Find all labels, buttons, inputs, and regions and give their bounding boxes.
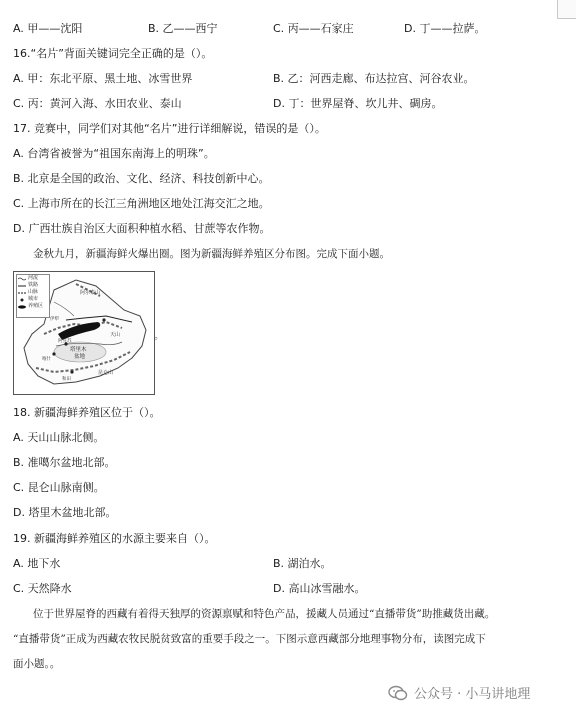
q18-option-d	[13, 506, 116, 520]
option-text: 上海市所在的长江三角洲地区地处江海交汇之地。	[27, 197, 270, 210]
legend-label: 养殖区	[28, 303, 44, 309]
option-letter: A.	[13, 22, 24, 35]
passage-intro-xinjiang: 金秋九月，新疆海鲜火爆出圈。图为新疆海鲜养殖区分布图。完成下面小题。	[33, 248, 390, 260]
map-label: 和田	[62, 377, 71, 382]
option-text: 甲：东北平原、黑土地、冰雪世界	[27, 72, 193, 85]
wechat-watermark	[388, 683, 530, 702]
q17-stem: 17. 竞赛中，同学们对其他“名片”进行详细解说，错误的是（）。	[13, 122, 326, 135]
map-label: 天山	[110, 332, 121, 338]
legend-item	[17, 289, 49, 296]
option-letter: C.	[13, 481, 25, 494]
q16-option-a	[13, 72, 192, 86]
railway-symbol	[18, 284, 26, 288]
option-text: 乙——西宁	[162, 22, 218, 35]
map-label: 塔里木	[70, 347, 87, 353]
option-text: 广西壮族自治区大面积种植水稻、甘蔗等农作物。	[28, 222, 271, 235]
q16-option-b	[273, 72, 475, 86]
option-text: 甲——沈阳	[27, 22, 83, 35]
option-letter: C.	[13, 582, 25, 595]
option-text: 丁：世界屋脊、坎儿井、碉房。	[288, 97, 443, 110]
option-letter: D.	[13, 506, 25, 519]
q16-option-c	[13, 97, 182, 111]
q16-option-d	[273, 97, 442, 111]
q18-option-c	[13, 481, 105, 495]
q17-option-d	[13, 222, 270, 236]
q17-option-a	[13, 147, 215, 161]
map-label: 昆仑山	[98, 370, 114, 376]
option-text: 塔里木盆地北部。	[28, 506, 117, 519]
aquaculture-symbol	[18, 305, 26, 309]
option-text: 高山冰雪融水。	[288, 582, 366, 595]
option-letter: B.	[273, 72, 285, 85]
q15-option-c	[273, 22, 354, 36]
q19-stem: 19. 新疆海鲜养殖区的水源主要来自（）。	[13, 532, 216, 545]
option-letter: C.	[13, 197, 25, 210]
top-bar	[0, 0, 576, 3]
option-text: 地下水	[27, 557, 61, 570]
map-label: 伊犁	[50, 317, 59, 322]
q19-option-d	[273, 582, 365, 596]
map-legend	[16, 274, 50, 318]
map-label: 喀什	[42, 357, 51, 362]
option-text: 准噶尔盆地北部。	[27, 456, 116, 469]
option-letter: D.	[404, 22, 416, 35]
option-letter: A.	[13, 147, 24, 160]
option-letter: B.	[13, 172, 25, 185]
q17-option-b	[13, 172, 270, 186]
option-text: 乙：河西走廊、布达拉宫、河谷农业。	[287, 72, 475, 85]
passage-intro-tibet-line1: 位于世界屋脊的西藏有着得天独厚的资源禀赋和特色产品，援藏人员通过“直播带货”助推藏货出藏。	[33, 608, 496, 620]
option-text: 丙：黄河入海、水田农业、泰山	[27, 97, 182, 110]
city-dot	[102, 318, 105, 321]
option-text: 丙——石家庄	[287, 22, 354, 35]
legend-label: 山脉	[28, 289, 39, 295]
option-letter: C.	[13, 97, 25, 110]
river-symbol	[18, 277, 26, 281]
option-text: 昆仑山脉南侧。	[27, 481, 105, 494]
q18-option-a	[13, 431, 104, 445]
legend-item	[17, 275, 49, 282]
map-label: 阿克苏	[58, 339, 72, 344]
legend-label: 铁路	[28, 282, 39, 288]
figure-end-mark: 。	[154, 331, 164, 342]
option-letter: A.	[13, 72, 24, 85]
option-text: 台湾省被誉为“祖国东南海上的明珠”。	[27, 147, 215, 160]
q19-option-c	[13, 582, 72, 596]
legend-item	[17, 296, 49, 303]
option-text: 天山山脉北侧。	[27, 431, 105, 444]
option-letter: C.	[273, 22, 285, 35]
xinjiang-map-figure	[13, 271, 155, 395]
q16-stem: 16.“名片”背面关键词完全正确的是（）。	[13, 47, 213, 60]
city-symbol	[18, 298, 26, 302]
city-dot	[70, 370, 73, 373]
option-letter: B.	[148, 22, 160, 35]
watermark-text: 公众号 · 小马讲地理	[414, 687, 531, 702]
option-text: 北京是全国的政治、文化、经济、科技创新中心。	[27, 172, 270, 185]
passage-intro-tibet-line2: “直播带货”正成为西藏农牧民脱贫致富的重要手段之一。下图示意西藏部分地理事物分布，读图完成下	[13, 633, 486, 645]
q18-option-b	[13, 456, 116, 470]
city-dot	[52, 352, 55, 355]
option-text: 天然降水	[27, 582, 72, 595]
legend-label: 河流	[28, 275, 39, 281]
window-corner	[557, 0, 576, 19]
q18-stem: 18. 新疆海鲜养殖区位于（）。	[13, 406, 161, 419]
q15-option-d	[404, 22, 485, 36]
map-label: 盆地	[74, 354, 86, 360]
passage-intro-tibet-line3: 面小题。。	[13, 658, 61, 670]
legend-item	[17, 303, 49, 310]
option-letter: A.	[13, 557, 24, 570]
q15-option-b	[148, 22, 218, 36]
q19-option-a	[13, 557, 60, 571]
q19-option-b	[273, 557, 332, 571]
legend-label: 城市	[28, 296, 39, 302]
option-letter: B.	[273, 557, 285, 570]
option-letter: D.	[273, 582, 285, 595]
option-letter: D.	[273, 97, 285, 110]
legend-item	[17, 282, 49, 289]
q15-option-a	[13, 22, 82, 36]
wechat-icon	[388, 685, 408, 701]
option-text: 丁——拉萨。	[419, 22, 486, 35]
q17-option-c	[13, 197, 270, 211]
option-letter: D.	[13, 222, 25, 235]
mountain-symbol	[18, 291, 26, 295]
option-letter: B.	[13, 456, 25, 469]
map-label: 阿尔泰山	[80, 290, 101, 296]
option-text: 湖泊水。	[287, 557, 332, 570]
option-letter: A.	[13, 431, 24, 444]
